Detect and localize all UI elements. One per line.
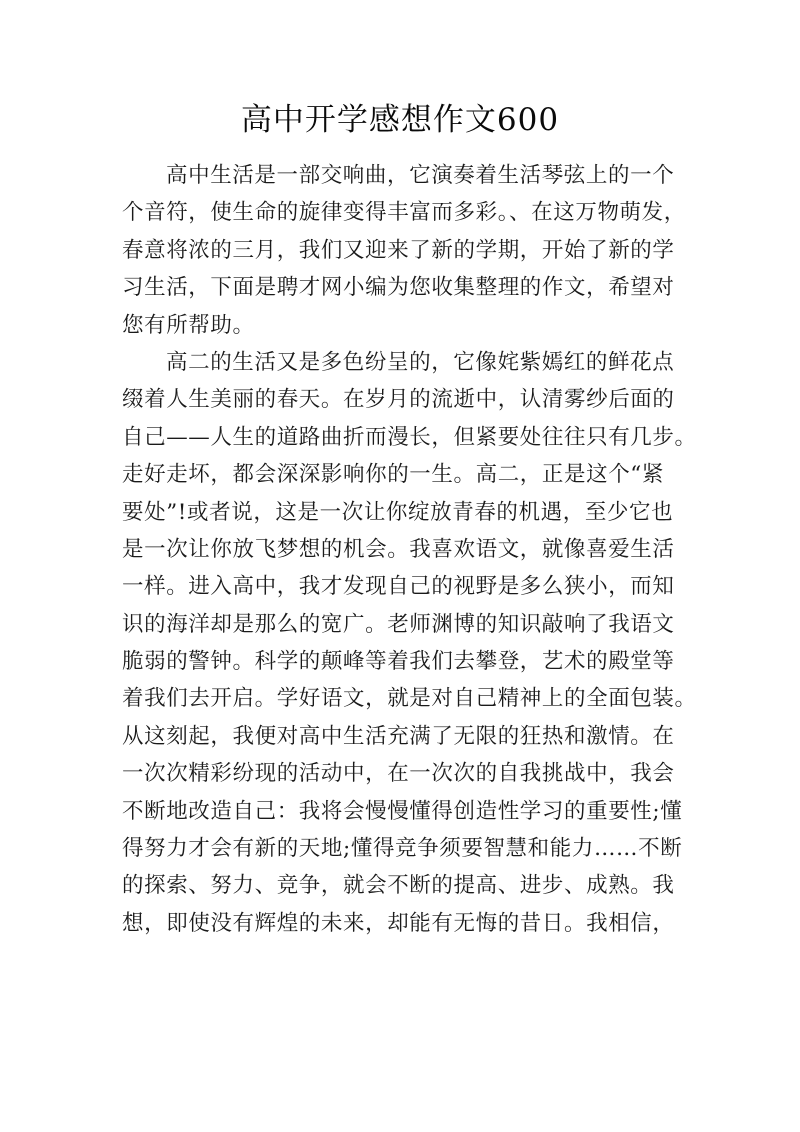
paragraph-line: 识的海洋却是那么的宽广。老师渊博的知识敲响了我语文 (122, 611, 675, 637)
document-body (122, 157, 697, 942)
paragraph-line: 走好走坏，都会深深影响你的一生。高二，正是这个“紧 (122, 462, 664, 488)
paragraph-line: 缀着人生美丽的春天。在岁月的流逝中，认清雾纱后面的 (122, 387, 675, 413)
paragraph-line: 习生活，下面是聘才网小编为您收集整理的作文，希望对 (122, 275, 675, 301)
paragraph-1 (122, 157, 686, 344)
paragraph-line: 的探索、努力、竞争，就会不断的提高、进步、成熟。我 (122, 873, 675, 899)
paragraph-line: 想，即使没有辉煌的未来，却能有无悔的昔日。我相信， (122, 910, 675, 936)
paragraph-line: 您有所帮助。 (122, 312, 255, 338)
paragraph-line: 脆弱的警钟。科学的颠峰等着我们去攀登，艺术的殿堂等 (122, 649, 675, 675)
paragraph-line: 一次次精彩纷现的活动中，在一次次的自我挑战中，我会 (122, 761, 675, 787)
paragraph-line: 不断地改造自己：我将会慢慢懂得创造性学习的重要性;懂 (122, 798, 683, 824)
paragraph-line: 着我们去开启。学好语文，就是对自己精神上的全面包装。 (122, 686, 697, 712)
paragraph-line: 要处”!或者说，这是一次让你绽放青春的机遇，至少它也 (122, 499, 674, 525)
paragraph-line: 高中生活是一部交响曲，它演奏着生活琴弦上的一个 (166, 163, 675, 188)
paragraph-line: 高二的生活又是多色纷呈的，它像姹紫嫣红的鲜花点 (166, 349, 675, 375)
paragraph-line: 春意将浓的三月，我们又迎来了新的学期，开始了新的学 (122, 237, 675, 263)
paragraph-line: 个音符，使生命的旋律变得丰富而多彩。、在这万物萌发， (122, 200, 686, 226)
paragraph-line: 一样。进入高中，我才发现自己的视野是多么狭小，而知 (122, 574, 675, 600)
document-title: 高中开学感想作文600 (240, 102, 560, 138)
paragraph-line: 从这刻起，我便对高中生活充满了无限的狂热和激情。在 (122, 723, 675, 749)
paragraph-line: 得努力才会有新的天地;懂得竞争须要智慧和能力……不断 (122, 836, 683, 862)
paragraph-line: 自己——人生的道路曲折而漫长，但紧要处往往只有几步。 (122, 424, 697, 450)
paragraph-line: 是一次让你放飞梦想的机会。我喜欢语文，就像喜爱生活 (122, 536, 675, 562)
paragraph-2 (122, 344, 697, 942)
